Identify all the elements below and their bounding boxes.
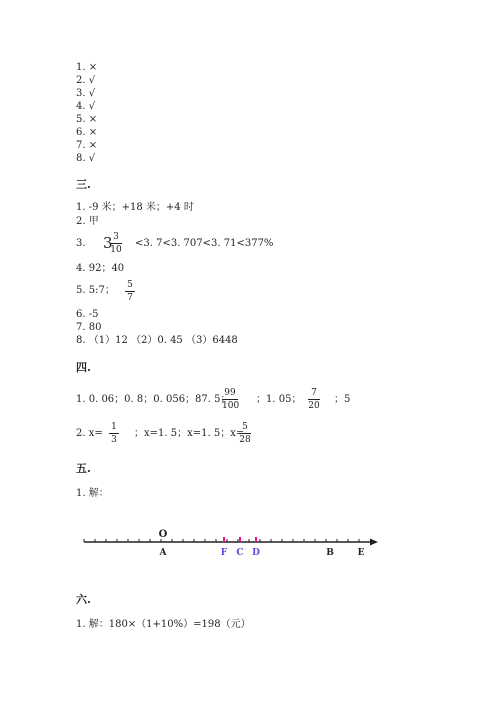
answer-line: ；5 [334,394,351,405]
answer-line: 2. 甲 [76,216,99,227]
fraction-denominator: 100 [222,401,240,411]
answer-line: 5. × [76,114,98,125]
answer-line: 1. 解： [76,488,109,499]
answer-line: 2. √ [76,75,96,86]
answer-line: 4. √ [76,101,96,112]
section-heading: 六. [76,593,91,606]
point-label: A [159,548,167,558]
point-label: C [236,548,244,558]
section-heading: 四. [76,361,91,374]
section-heading: 三. [76,178,91,191]
fraction-denominator: 28 [239,435,251,445]
fraction-numerator: 5 [127,280,133,290]
fraction-numerator: 7 [311,388,317,398]
fraction-denominator: 3 [111,435,117,445]
fraction-numerator: 99 [224,388,236,398]
answer-line: ；1. 05； [256,394,302,405]
answer-line: <3. 7<3. 707<3. 71<377% [135,238,274,249]
answer-line: 1. -9 米；+18 米；+4 时 [76,202,194,213]
answer-line: 7. 80 [76,322,102,333]
mixed-number-whole: 3 [103,234,113,252]
answer-line: 4. 92；40 [76,263,125,274]
fraction-numerator: 5 [242,422,248,432]
point-label: D [252,548,260,558]
answer-line: 3. √ [76,88,96,99]
answer-line: ；x=1. 5；x=1. 5；x= [134,428,245,439]
fraction-denominator: 7 [127,293,133,303]
point-label: B [326,548,334,558]
answer-line: 1. 0. 06；0. 8；0. 056；87. 5； [76,394,231,405]
fraction-denominator: 20 [308,401,320,411]
origin-label: O [158,529,168,540]
section-heading: 五. [76,462,91,475]
point-label: F [220,548,228,558]
number-line-arrow [370,539,378,546]
answer-line: 2. x= [76,428,103,439]
answer-line: 1. 解：180×（1+10%）=198（元） [76,619,251,630]
answer-line: 7. × [76,140,98,151]
answer-line: 8. （1）12 （2）0. 45 （3）6448 [76,335,238,346]
answer-line: 1. × [76,62,98,73]
fraction-numerator: 3 [113,232,119,242]
answer-line: 8. √ [76,153,96,164]
answer-line: 6. × [76,127,98,138]
point-label: E [357,548,365,558]
fraction-denominator: 10 [110,245,122,255]
fraction-numerator: 1 [111,422,117,432]
answer-number: 3. [76,238,86,249]
number-line-point-labels [159,548,365,558]
answer-line: 5. 5:7； [76,285,115,296]
answer-line: 6. -5 [76,309,99,320]
